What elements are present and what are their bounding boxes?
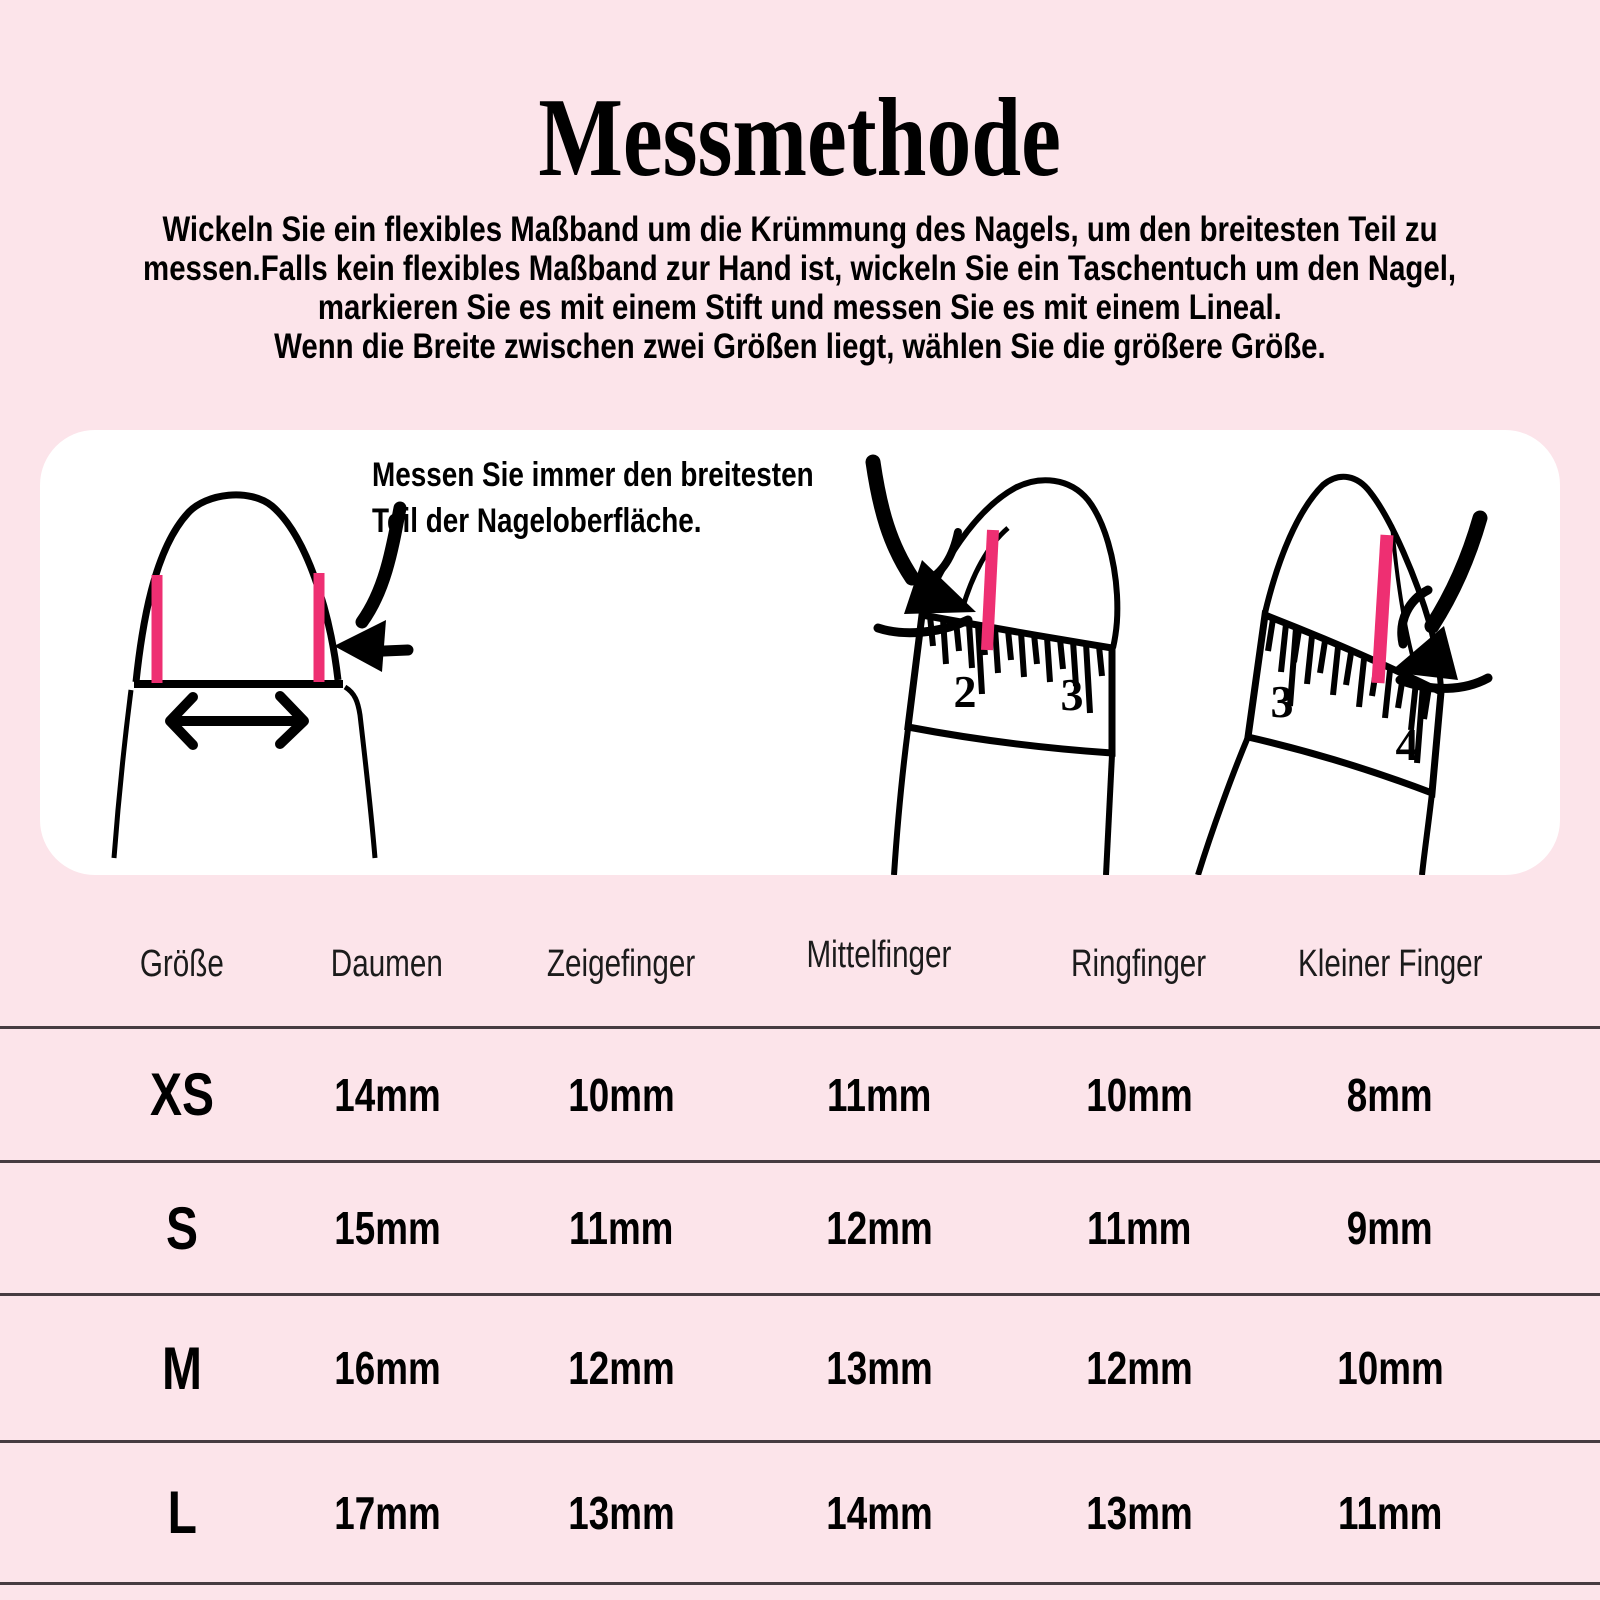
size-label: L: [167, 1479, 197, 1546]
column-header-kleiner-finger: Kleiner Finger: [1297, 943, 1483, 985]
finger-edge-left: [114, 690, 131, 858]
table-row-l: [0, 1440, 1600, 1582]
column-header-ringfinger: Ringfinger: [1071, 943, 1207, 985]
size-table: [0, 1026, 1600, 1585]
table-bottom-rule: [0, 1582, 1600, 1585]
column-header-groesse: Größe: [139, 943, 224, 985]
finger-edge-left: [894, 729, 908, 875]
ruler-number: 3: [1270, 676, 1294, 727]
table-row-xs: [0, 1026, 1600, 1160]
pointer-arrow-shaft: [873, 462, 912, 578]
intro-line-2: messen.Falls kein flexibles Maßband zur Hand ist, wickeln Sie ein Taschentuch um den Nagel,: [143, 249, 1457, 288]
pointer-arrow-shaft: [1432, 518, 1480, 626]
intro-line-3: markieren Sie es mit einem Stift und messen Sie es mit einem Lineal.: [317, 288, 1283, 327]
intro-line-4: Wenn die Breite zwischen zwei Größen liegt, wählen Sie die größere Größe.: [274, 327, 1326, 366]
pointer-arrow-hook: [926, 532, 958, 581]
intro-line-1: Wickeln Sie ein flexibles Maßband um die Krümmung des Nagels, um den breitesten Teil zu: [162, 210, 1438, 249]
diagram-caption: [372, 452, 814, 544]
finger-edge-right: [1106, 755, 1112, 875]
finger-edge-left: [1198, 737, 1248, 875]
nail-outline: [136, 495, 338, 682]
ruler-number: 2: [953, 666, 977, 717]
size-label: M: [161, 1334, 202, 1402]
header: [0, 76, 1600, 200]
ruler-number: 4: [1395, 719, 1419, 770]
table-cell: 9mm: [1347, 1202, 1433, 1254]
table-cell: 14mm: [333, 1068, 441, 1121]
nail-width-marker: [987, 530, 993, 650]
table-cell: 13mm: [825, 1342, 933, 1394]
caption-line-2: Teil der Nageloberfläche.: [372, 502, 702, 540]
table-cell: 8mm: [1347, 1068, 1433, 1121]
column-header-zeigefinger: Zeigefinger: [547, 943, 696, 985]
table-row-s: [0, 1160, 1600, 1293]
column-header-daumen: Daumen: [330, 943, 444, 985]
table-cell: 11mm: [1337, 1486, 1443, 1539]
table-cell: 15mm: [333, 1202, 441, 1254]
table-cell: 11mm: [569, 1202, 674, 1254]
middle-finger-illustration: [873, 462, 1117, 875]
page-title: Messmethode: [538, 76, 1062, 200]
finger-edge-right: [1422, 793, 1432, 875]
column-header-mittelfinger: Mittelfinger: [806, 934, 952, 976]
table-cell: 12mm: [568, 1342, 675, 1394]
right-finger-illustration: [1198, 477, 1488, 875]
table-cell: 12mm: [825, 1202, 933, 1254]
table-cell: 11mm: [1086, 1202, 1192, 1254]
table-cell: 12mm: [1085, 1342, 1193, 1394]
size-label: XS: [149, 1061, 215, 1128]
table-cell: 16mm: [333, 1342, 441, 1394]
nail-width-marker: [1378, 535, 1387, 683]
size-label: S: [165, 1194, 199, 1262]
table-cell: 14mm: [825, 1486, 933, 1539]
ruler-number: 3: [1060, 669, 1084, 720]
table-cell: 13mm: [1085, 1486, 1193, 1539]
left-finger-illustration: [114, 495, 408, 858]
size-table-header: [0, 926, 1600, 986]
intro-paragraph: [0, 210, 1600, 366]
table-cell: 10mm: [1085, 1068, 1193, 1121]
table-cell: 11mm: [826, 1068, 932, 1121]
table-cell: 10mm: [568, 1068, 675, 1121]
caption-line-1: Messen Sie immer den breitesten: [372, 456, 814, 494]
table-cell: 17mm: [333, 1486, 441, 1539]
finger-edge-right: [345, 687, 375, 858]
table-row-m: [0, 1293, 1600, 1440]
measurement-diagram-box: [40, 430, 1560, 875]
table-cell: 10mm: [1336, 1342, 1444, 1394]
table-cell: 13mm: [568, 1486, 675, 1539]
